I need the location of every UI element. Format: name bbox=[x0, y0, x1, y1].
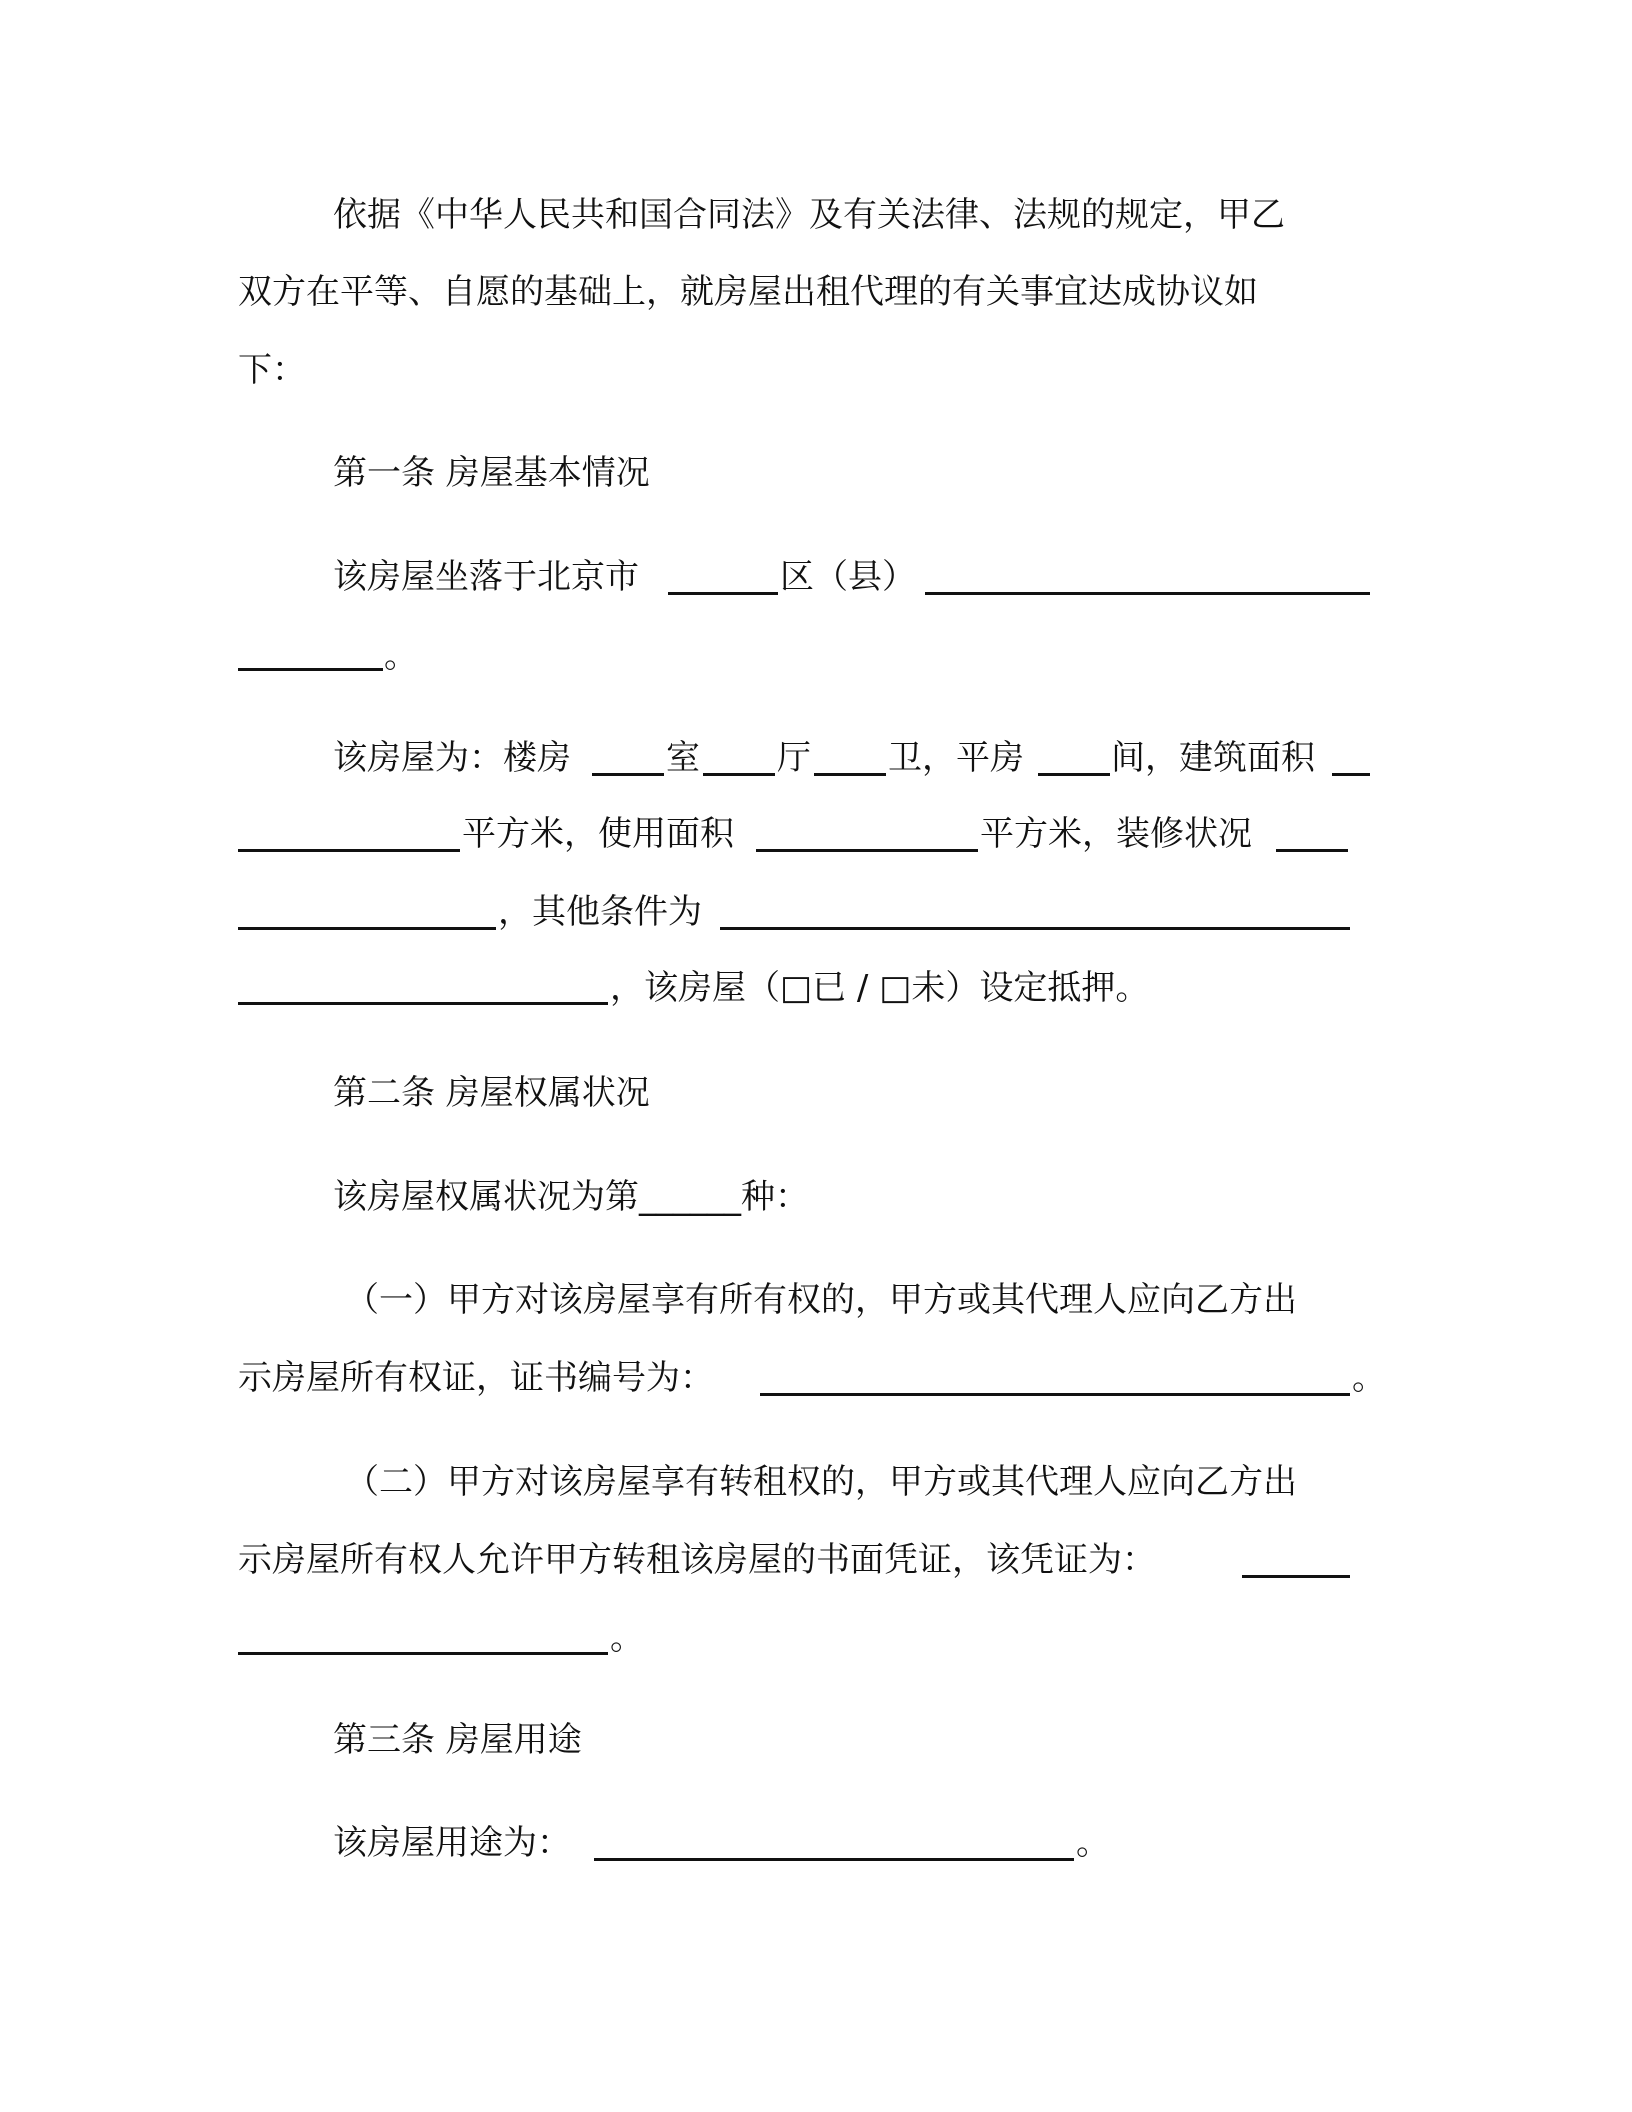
usage-end: 。 bbox=[1076, 1823, 1110, 1863]
article-1-heading: 第一条 房屋基本情况 bbox=[333, 453, 650, 493]
location-prefix: 该房屋坐落于北京市 bbox=[333, 557, 639, 597]
decoration-blank[interactable] bbox=[1276, 849, 1348, 852]
building-area-blank[interactable] bbox=[1332, 773, 1370, 776]
usable-area-blank[interactable] bbox=[756, 849, 978, 852]
certificate-number-blank[interactable] bbox=[760, 1393, 1350, 1396]
address-blank[interactable] bbox=[925, 592, 1370, 595]
item-2-line-1: （二）甲方对该房屋享有转租权的，甲方或其代理人应向乙方出 bbox=[345, 1462, 1297, 1502]
room-count-blank[interactable] bbox=[592, 773, 664, 776]
other-conditions-blank-2[interactable] bbox=[238, 1002, 608, 1005]
bath-count-blank[interactable] bbox=[814, 773, 886, 776]
usage-label: 该房屋用途为： bbox=[333, 1823, 571, 1863]
item-1-line-2: 示房屋所有权证，证书编号为： bbox=[238, 1358, 714, 1398]
district-blank[interactable] bbox=[668, 592, 778, 595]
location-district: 区（县） bbox=[780, 557, 916, 597]
item-2-end: 。 bbox=[610, 1618, 644, 1658]
article-2-heading: 第二条 房屋权属状况 bbox=[333, 1073, 650, 1113]
sublease-proof-blank-2[interactable] bbox=[238, 1652, 608, 1655]
other-conditions-label: ，其他条件为 bbox=[498, 892, 702, 932]
area-unit-a: 平方米，使用面积 bbox=[462, 814, 734, 854]
usage-blank[interactable] bbox=[594, 1858, 1074, 1861]
intro-line-1: 依据《中华人民共和国合同法》及有关法律、法规的规定，甲乙 bbox=[333, 195, 1285, 235]
hall-label: 厅 bbox=[777, 738, 811, 778]
layout-prefix: 该房屋为：楼房 bbox=[333, 738, 571, 778]
item-1-end: 。 bbox=[1352, 1358, 1386, 1398]
hall-count-blank[interactable] bbox=[703, 773, 775, 776]
ownership-type-line: 该房屋权属状况为第______种： bbox=[333, 1177, 809, 1217]
decoration-blank-2[interactable] bbox=[238, 927, 496, 930]
mortgage-statement: ，该房屋（□已 / □未）设定抵押。 bbox=[610, 968, 1150, 1008]
other-conditions-blank[interactable] bbox=[720, 927, 1350, 930]
item-1-line-1: （一）甲方对该房屋享有所有权的，甲方或其代理人应向乙方出 bbox=[345, 1280, 1297, 1320]
jian-label: 间，建筑面积 bbox=[1111, 738, 1315, 778]
item-2-line-2: 示房屋所有权人允许甲方转租该房屋的书面凭证，该凭证为： bbox=[238, 1540, 1156, 1580]
intro-line-3: 下： bbox=[238, 350, 306, 390]
area-unit-b: 平方米，装修状况 bbox=[980, 814, 1252, 854]
article-3-heading: 第三条 房屋用途 bbox=[333, 1720, 582, 1760]
building-area-blank-2[interactable] bbox=[238, 849, 460, 852]
address-blank-2[interactable] bbox=[238, 668, 383, 671]
bungalow-count-blank[interactable] bbox=[1038, 773, 1110, 776]
location-end: 。 bbox=[384, 636, 418, 676]
sublease-proof-blank[interactable] bbox=[1242, 1575, 1350, 1578]
bath-label: 卫，平房 bbox=[888, 738, 1024, 778]
room-label: 室 bbox=[666, 738, 700, 778]
intro-line-2: 双方在平等、自愿的基础上，就房屋出租代理的有关事宜达成协议如 bbox=[238, 272, 1258, 312]
